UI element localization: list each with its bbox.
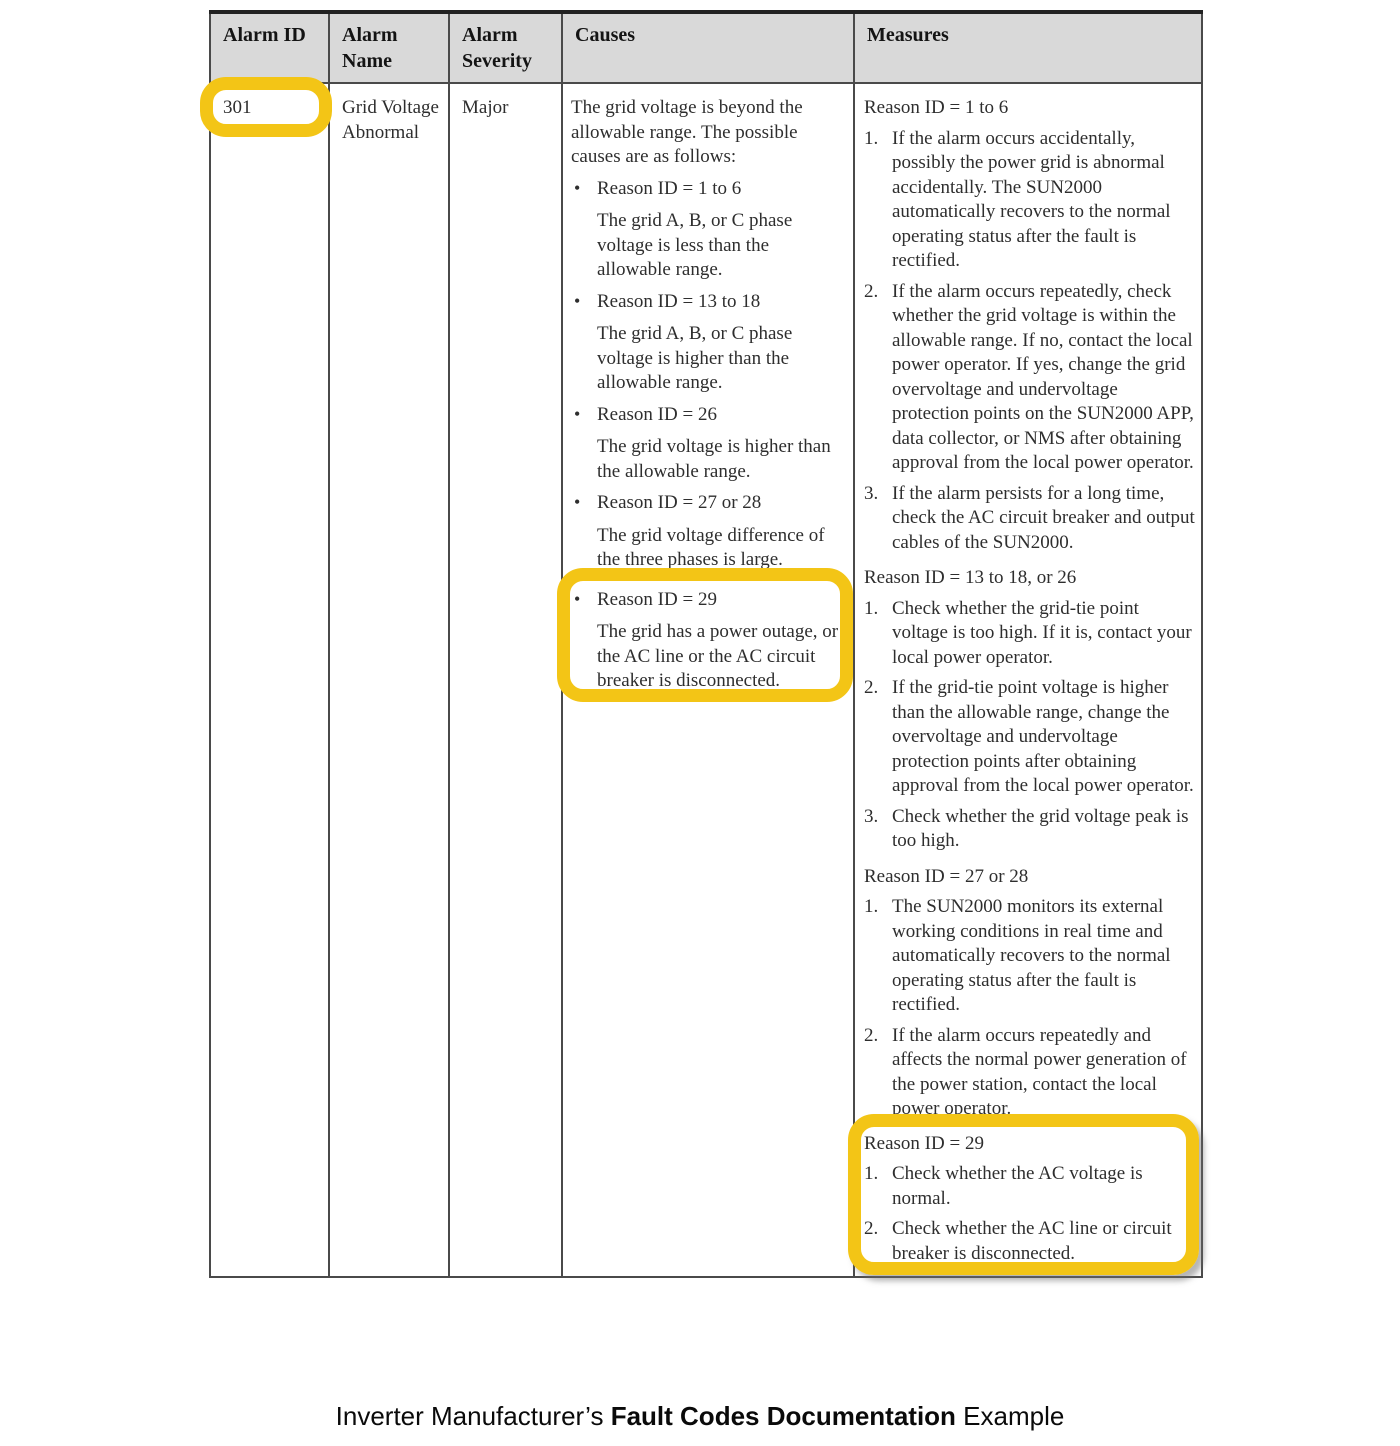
step-number: 1.: [864, 1163, 879, 1184]
alarm-id-highlight-wrap: [223, 96, 322, 121]
header-row: [210, 12, 1202, 83]
step-number: 3.: [864, 482, 879, 504]
step-text: If the alarm persists for a long time, check the AC circuit breaker and output cables of the SUN2000.: [892, 482, 1195, 553]
alarm-id-value: 301: [223, 97, 252, 118]
cause-reason-body: The grid A, B, or C phase voltage is higher than the allowable range.: [597, 323, 793, 393]
measure-step: [864, 805, 1195, 854]
caption-prefix: Inverter Manufacturer’s: [335, 1401, 611, 1431]
step-number: 2.: [864, 677, 879, 698]
measures-cell: [854, 83, 1202, 1277]
step-number: 1.: [864, 597, 879, 619]
cause-reason-title: Reason ID = 27 or 28: [597, 492, 762, 513]
cause-reason-body: The grid has a power outage, or the AC line or the AC circuit breaker is disconnected.: [597, 621, 839, 691]
measure-step: [864, 1217, 1195, 1266]
cause-reason-body: The grid A, B, or C phase voltage is less than the allowable range.: [597, 210, 793, 280]
bullet-icon: •: [574, 492, 581, 512]
step-text: If the alarm occurs accidentally, possibly the power grid is abnormal accidentally. The SUN2000 automatically recovers to the normal operating status after the fault is rectified.: [892, 127, 1171, 271]
measure-step: [864, 1162, 1195, 1211]
cause-bullet-item-highlighted: [571, 588, 847, 694]
caption-suffix: Example: [955, 1401, 1065, 1431]
measure-step: [864, 676, 1195, 799]
col-header-measures: Measures: [854, 12, 1202, 83]
col-header-alarm-name: Alarm Name: [329, 12, 449, 83]
cause-reason-title: Reason ID = 13 to 18: [597, 290, 761, 312]
measure-step: [864, 482, 1195, 556]
step-text: Check whether the AC line or circuit breaker is disconnected.: [892, 1218, 1172, 1264]
measures-section-heading: Reason ID = 27 or 28: [864, 865, 1029, 887]
causes-cell: [562, 83, 854, 1277]
alarm-name-cell: Grid Voltage Abnormal: [329, 83, 449, 1277]
measures-section-heading: Reason ID = 1 to 6: [864, 97, 1009, 118]
step-text: If the alarm occurs repeatedly, check whether the grid voltage is within the allowable range. If no, contact the local power operator. If yes, change the grid overvoltage and undervoltage protection points on the SUN2000 APP, data collector, or NMS after obtaining approval from the local power operator.: [892, 280, 1194, 473]
figure-caption: [0, 1400, 1400, 1432]
cause-bullet-item: [571, 290, 847, 396]
step-text: If the grid-tie point voltage is higher than the allowable range, change the overvoltage and undervoltage protection points after obtaining approval from the local power operator.: [892, 677, 1194, 796]
measure-step: [864, 280, 1195, 476]
measure-step: [864, 127, 1195, 274]
bullet-icon: •: [574, 177, 581, 198]
causes-intro: The grid voltage is beyond the allowable range. The possible causes are as follows:: [571, 97, 803, 167]
cause-bullet-item: [571, 491, 847, 573]
col-header-causes: Causes: [562, 12, 854, 83]
bullet-icon: •: [574, 403, 581, 424]
measure-step: [864, 1024, 1195, 1122]
table-row: [210, 83, 1202, 1277]
cause-reason-body: The grid voltage difference of the three phases is large.: [597, 524, 825, 570]
step-text: If the alarm occurs repeatedly and affects the normal power generation of the power station, contact the local power operator.: [892, 1024, 1187, 1119]
highlight-box-alarm-id: [200, 77, 332, 137]
measure-step: [864, 895, 1195, 1018]
step-text: Check whether the grid-tie point voltage is too high. If it is, contact your local power operator.: [892, 597, 1192, 668]
alarm-severity-cell: Major: [449, 83, 562, 1277]
fault-codes-table: [209, 10, 1203, 1278]
step-number: 3.: [864, 805, 879, 827]
step-text: The SUN2000 monitors its external working conditions in real time and automatically recovers to the normal operating status after the fault is rectified.: [892, 896, 1171, 1015]
cause-reason-body: The grid voltage is higher than the allowable range.: [597, 436, 831, 482]
col-header-alarm-severity: Alarm Severity: [449, 12, 562, 83]
step-number: 2.: [864, 280, 879, 302]
step-number: 1.: [864, 896, 879, 917]
measures-section-heading: Reason ID = 29: [864, 1132, 984, 1154]
cause-reason-title: Reason ID = 1 to 6: [597, 177, 742, 199]
cause-reason-title: Reason ID = 26: [597, 403, 717, 425]
measures-section-highlighted: [864, 1132, 1195, 1267]
bullet-icon: •: [574, 290, 581, 311]
step-number: 2.: [864, 1024, 879, 1046]
caption-bold-title: Fault Codes Documentation: [610, 1401, 956, 1431]
cause-bullet-item: [571, 403, 847, 485]
step-text: Check whether the grid voltage peak is too high.: [892, 805, 1189, 851]
cause-bullet-item: [571, 177, 847, 283]
step-number: 1.: [864, 127, 879, 149]
alarm-id-cell: [210, 83, 329, 1277]
measures-section-heading: Reason ID = 13 to 18, or 26: [864, 567, 1077, 588]
bullet-icon: •: [574, 588, 581, 609]
step-number: 2.: [864, 1218, 879, 1239]
step-text: Check whether the AC voltage is normal.: [892, 1163, 1143, 1209]
cause-reason-title: Reason ID = 29: [597, 588, 717, 610]
measure-step: [864, 597, 1195, 671]
col-header-alarm-id: Alarm ID: [210, 12, 329, 83]
